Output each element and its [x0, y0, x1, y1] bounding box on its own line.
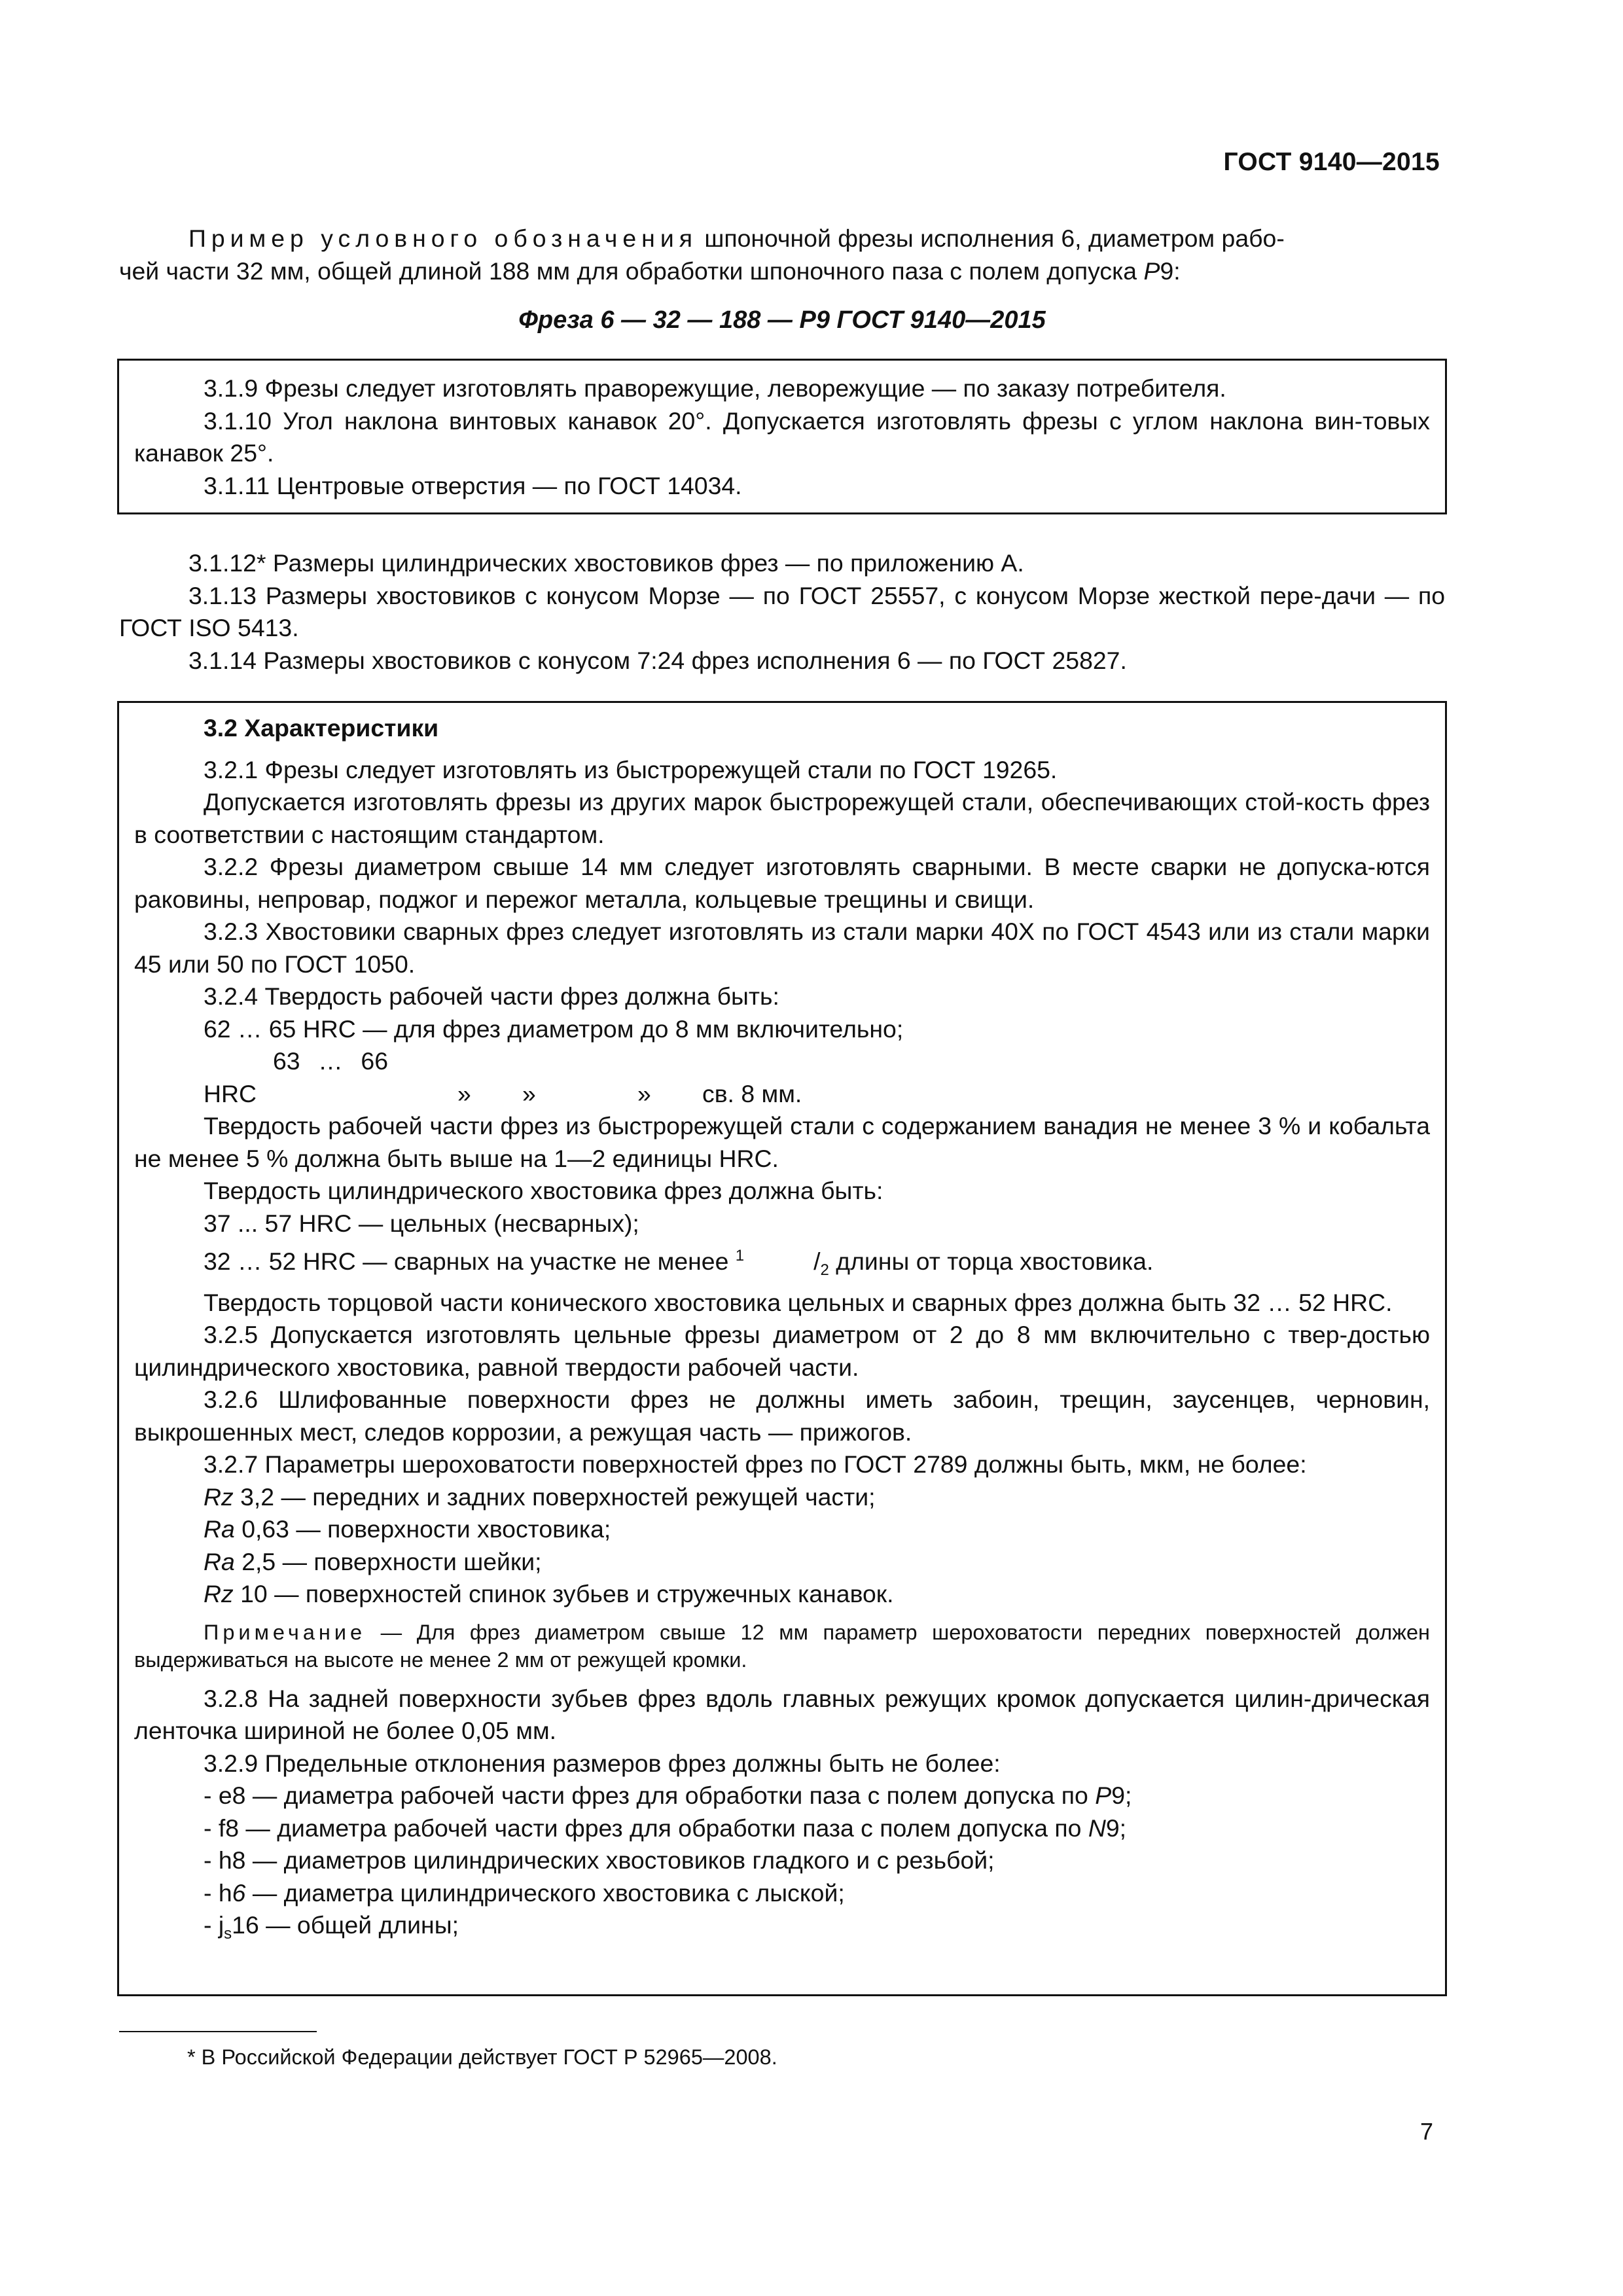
clause-3-2-1-extra: Допускается изготовлять фрезы из других марок быстрорежущей стали, обеспечивающих стой-кость фрез в соответствии с настоящим стандартом. — [134, 788, 1430, 848]
deviation-text: - е8 — диаметра рабочей части фрез для обработки паза с полем допуска по — [204, 1782, 1096, 1809]
example-designation: Фреза 6 — 32 — 188 — Р9 ГОСТ 9140—2015 — [518, 306, 1046, 334]
shank-hardness-2 — [134, 1240, 1430, 1287]
clause-3-1-10: 3.1.10 Угол наклона винтовых канавок 20°. Допускается изготовлять фрезы с углом наклона вин-товых канавок 25°. — [134, 406, 1430, 467]
roughness-item-2 — [134, 1513, 1430, 1546]
hardness-range: св. 8 мм. — [702, 1079, 802, 1107]
fraction-denominator: 2 — [820, 1261, 829, 1279]
clause-3-2-2: 3.2.2 Фрезы диаметром свыше 14 мм следует изготовлять сварными. В месте сварки не допуска-ются раковины, непровар, поджог и пережог металла, кольцевые трещины и свищи. — [134, 853, 1430, 913]
shank-hardness-intro: Твердость цилиндрического хвостовика фрез должна быть: — [204, 1177, 883, 1204]
clause-3-2-3: 3.2.3 Хвостовики сварных фрез следует изготовлять из стали марки 40Х по ГОСТ 4543 или из стали марки 45 или 50 по ГОСТ 1050. — [134, 918, 1430, 978]
hardness-vanadium-paragraph: Твердость рабочей части фрез из быстрорежущей стали с содержанием ванадия не менее 3 % и кобальта не менее 5 % должна быть выше на 1—2 единицы HRC. — [134, 1112, 1430, 1172]
deviation-text: - f8 — диаметра рабочей части фрез для обработки паза с полем допуска по — [204, 1814, 1088, 1842]
roughness-item-1 — [134, 1481, 1430, 1514]
deviation-text-end: — диаметра цилиндрического хвостовика с лыской; — [245, 1878, 845, 1907]
section-heading: 3.2 Характеристики — [204, 714, 439, 742]
deviation-text: - j — [204, 1911, 224, 1939]
example-line-1 — [119, 223, 1445, 255]
fraction-slash: / — [813, 1247, 821, 1275]
clause-3-2-5: 3.2.5 Допускается изготовлять цельные фрезы диаметром от 2 до 8 мм включительно с твер-достью цилиндрического хвостовика, равной твердости рабочей части. — [134, 1321, 1430, 1381]
deviation-item-2 — [134, 1812, 1430, 1845]
roughness-symbol: Ra — [204, 1515, 235, 1543]
footnote-divider — [119, 2031, 317, 2032]
boxed-change-2 — [117, 701, 1447, 1996]
fraction-numerator: 1 — [735, 1247, 745, 1265]
roughness-text: 10 — поверхностей спинок зубьев и стружечных канавок. — [233, 1580, 894, 1607]
example-text-3: 9: — [1160, 257, 1181, 285]
tolerance-grade: 6 — [232, 1878, 246, 1907]
boxed-change-1 — [117, 359, 1447, 514]
deviation-item-4 — [134, 1877, 1430, 1910]
example-paragraph — [119, 223, 1445, 287]
note-text: — Для фрез диаметром свыше 12 мм параметр шероховатости передних поверхностей должен выдерживаться на высоте не менее 2 мм от режущей кромки. — [134, 1620, 1430, 1672]
roughness-text: 2,5 — поверхности шейки; — [234, 1547, 542, 1575]
tolerance-subscript: s — [224, 1925, 232, 1943]
clause-3-1-14: 3.1.14 Размеры хвостовиков с конусом 7:24 фрез исполнения 6 — по ГОСТ 25827. — [188, 646, 1127, 674]
ditto-mark-1: » — [457, 1079, 471, 1107]
deviation-text-end: 9; — [1111, 1782, 1132, 1809]
deviation-item-3: - h8 — диаметров цилиндрических хвостовиков гладкого и с резьбой; — [204, 1846, 995, 1874]
clause-3-2-6: 3.2.6 Шлифованные поверхности фрез не должны иметь забоин, трещин, заусенцев, черновин, выкрошенных мест, следов коррозии, а режущая часть — прижогов. — [134, 1386, 1430, 1446]
roughness-text: 3,2 — передних и задних поверхностей режущей части; — [233, 1482, 876, 1511]
clause-3-2-8: 3.2.8 На задней поверхности зубьев фрез вдоль главных режущих кромок допускается цилин-дрическая ленточка шириной не более 0,05 мм. — [134, 1684, 1430, 1744]
footnote: * В Российской Федерации действует ГОСТ Р 52965—2008. — [187, 2045, 777, 2069]
clause-3-2-4: 3.2.4 Твердость рабочей части фрез должна быть: — [204, 982, 779, 1010]
roughness-symbol: Ra — [204, 1547, 235, 1575]
hardness-line-2 — [134, 1045, 1430, 1110]
roughness-item-3 — [134, 1546, 1430, 1579]
deviation-text: - h — [204, 1878, 232, 1907]
page-number: 7 — [1419, 2118, 1433, 2145]
roughness-symbol: Rz — [204, 1580, 234, 1607]
shank-text-pre: 32 … 52 HRC — сварных на участке не менее — [204, 1247, 736, 1275]
tolerance-symbol: Р — [1095, 1782, 1112, 1809]
tolerance-symbol: Р — [1143, 257, 1160, 285]
roughness-item-4 — [134, 1578, 1430, 1611]
example-label: Пример условного обозначения — [188, 224, 698, 252]
conical-shank-hardness: Твердость торцовой части конического хвостовика цельных и сварных фрез должна быть 32 … 52 HRC. — [204, 1288, 1393, 1316]
shank-text-post: длины от торца хвостовика. — [829, 1247, 1154, 1275]
standard-code-header: ГОСТ 9140—2015 — [1223, 148, 1440, 176]
ditto-mark-3: » — [637, 1079, 651, 1107]
clause-3-1-9: 3.1.9 Фрезы следует изготовлять праворежущие, леворежущие — по заказу потребителя. — [204, 374, 1226, 402]
tolerance-symbol: N — [1088, 1814, 1106, 1842]
clause-3-2-7: 3.2.7 Параметры шероховатости поверхностей фрез по ГОСТ 2789 должны быть, мкм, не более: — [204, 1450, 1307, 1478]
deviation-item-1 — [134, 1780, 1430, 1812]
hardness-value: 63 … 66 HRC — [204, 1047, 388, 1107]
hardness-line-1: 62 … 65 HRC — для фрез диаметром до 8 мм включительно; — [204, 1014, 904, 1043]
roughness-text: 0,63 — поверхности хвостовика; — [234, 1515, 611, 1543]
ditto-mark-2: » — [522, 1079, 536, 1107]
clause-3-1-13: 3.1.13 Размеры хвостовиков с конусом Морзе — по ГОСТ 25557, с конусом Морзе жесткой пере-дачи — по ГОСТ ISO 5413. — [119, 581, 1445, 641]
roughness-symbol: Rz — [204, 1482, 234, 1511]
middle-clauses — [119, 547, 1445, 677]
deviation-item-5 — [134, 1909, 1430, 1950]
note — [134, 1619, 1430, 1674]
clause-3-1-11: 3.1.11 Центровые отверстия — по ГОСТ 14034. — [204, 471, 742, 499]
shank-hardness-1: 37 ... 57 HRC — цельных (несварных); — [204, 1209, 639, 1237]
clause-3-2-1: 3.2.1 Фрезы следует изготовлять из быстрорежущей стали по ГОСТ 19265. — [204, 755, 1058, 783]
example-text-2: чей части 32 мм, общей длиной 188 мм для обработки шпоночного паза с полем допуска — [119, 257, 1144, 285]
example-text-1: шпоночной фрезы исполнения 6, диаметром рабо- — [697, 224, 1285, 252]
deviation-text-end: 16 — общей длины; — [232, 1911, 459, 1939]
deviation-text-end: 9; — [1105, 1814, 1127, 1842]
example-line-2 — [119, 255, 1445, 288]
note-label: Примечание — [204, 1620, 366, 1644]
clause-3-1-12: 3.1.12* Размеры цилиндрических хвостовиков фрез — по приложению А. — [188, 549, 1024, 577]
clause-3-2-9: 3.2.9 Предельные отклонения размеров фрез должны быть не более: — [204, 1749, 1001, 1777]
